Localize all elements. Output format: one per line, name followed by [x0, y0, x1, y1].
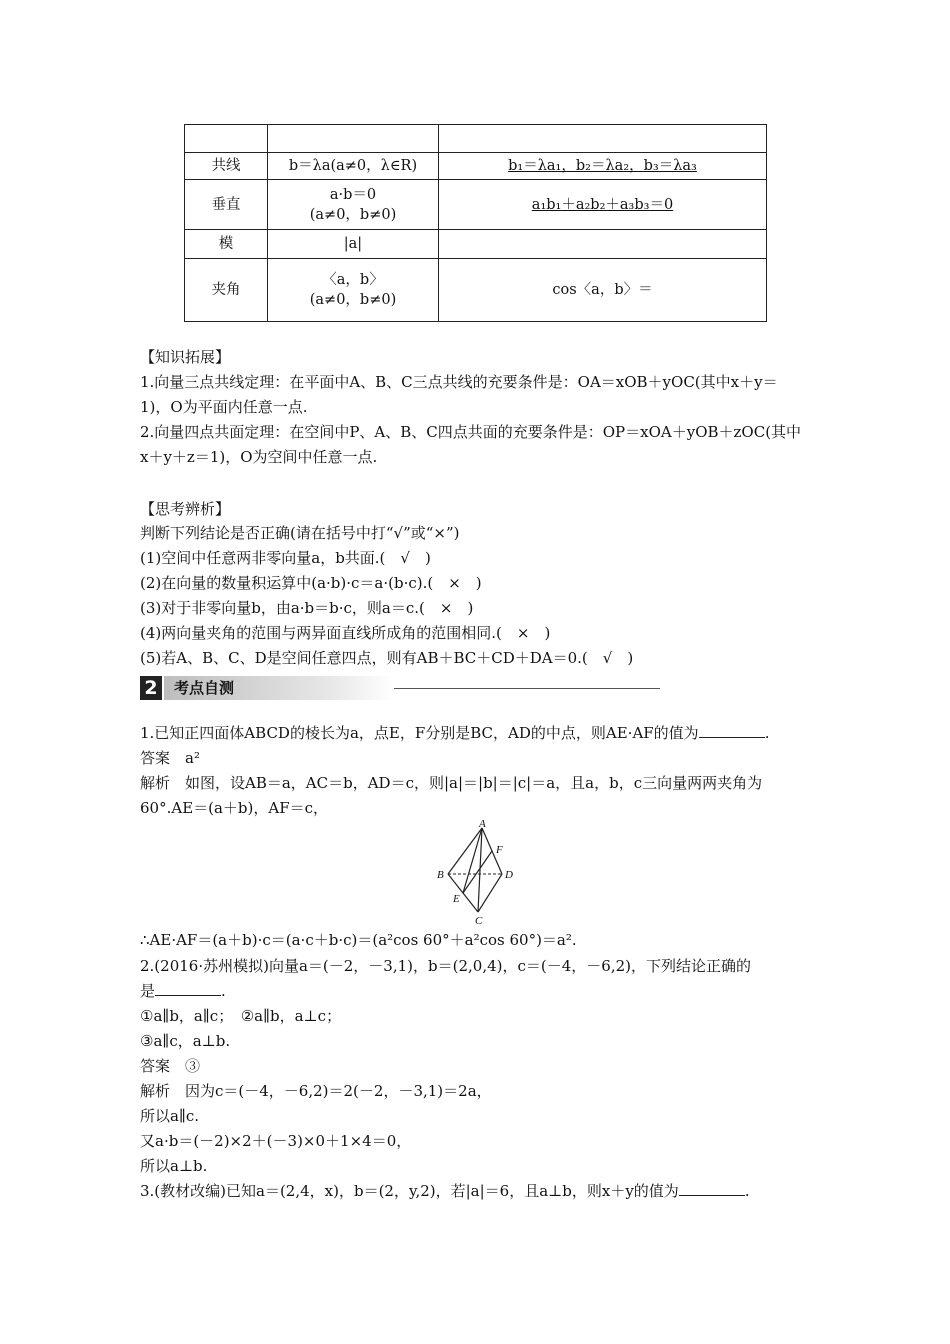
question-2-options: ③a∥c，a⊥b.	[140, 1032, 231, 1050]
question-2-solution: 解析 因为c＝(－4，－6,2)＝2(－2，－3,1)＝2a，	[140, 1082, 492, 1100]
thinking-intro: 判断下列结论是否正确(请在括号中打“√”或“×”)	[140, 524, 460, 542]
thinking-item: (5)若A、B、C、D是空间任意四点，则有AB＋BC＋CD＋DA＝0.( √ )	[140, 649, 634, 667]
edge-ab	[448, 828, 482, 874]
question-2-stem: 2.(2016·苏州模拟)向量a＝(－2，－3,1)，b＝(2,0,4)，c＝(－4，－6,2)，下列结论正确的	[140, 957, 751, 975]
question-2-solution: 所以a∥c.	[140, 1107, 200, 1125]
question-end: .	[221, 982, 226, 1000]
knowledge-line: 2.向量四点共面定理：在空间中P、A、B、C四点共面的充要条件是：OP＝xOA＋yOB＋zOC(其中	[140, 423, 802, 441]
thinking-item: (4)两向量夹角的范围与两异面直线所成角的范围相同.( × )	[140, 624, 551, 642]
question-2-options: ①a∥b，a∥c； ②a∥b，a⊥c；	[140, 1007, 342, 1025]
thinking-item: (2)在向量的数量积运算中(a·b)·c＝a·(b·c).( × )	[140, 574, 482, 592]
question-1-answer: 答案 a²	[140, 749, 200, 767]
table-cell	[268, 125, 439, 153]
label-e: E	[453, 893, 460, 905]
knowledge-line: 1)，O为平面内任意一点.	[140, 398, 308, 416]
table-cell-formula: b＝λa(a≠0，λ∈R)	[268, 153, 439, 180]
question-1-stem	[140, 722, 769, 744]
answer-blank	[699, 723, 765, 738]
formula-line: 〈a，b〉	[322, 272, 384, 288]
knowledge-line: 1.向量三点共线定理：在平面中A、B、C三点共线的充要条件是：OA＝xOB＋yOC(其中x＋y＝	[140, 373, 778, 391]
table-cell-coord	[439, 230, 767, 259]
label-f: F	[496, 844, 503, 856]
table-cell	[439, 125, 767, 153]
table-row	[185, 259, 767, 322]
label-c: C	[475, 915, 483, 926]
label-d: D	[505, 869, 513, 881]
formula-line: (a≠0，b≠0)	[309, 206, 397, 223]
section-rule	[394, 688, 660, 689]
table-cell-formula	[268, 180, 439, 230]
edge-dc	[478, 874, 502, 912]
table-cell-coord	[439, 180, 767, 230]
vector-relations-table	[184, 124, 767, 322]
table-cell-label: 模	[185, 230, 268, 259]
underlined-answer: a₁b₁＋a₂b₂＋a₃b₃＝0	[531, 196, 674, 213]
section-title: 考点自测	[174, 679, 235, 697]
question-text: 3.(教材改编)已知a＝(2,4，x)，b＝(2，y,2)，若|a|＝6，且a⊥b，则x＋y的值为	[140, 1182, 679, 1200]
answer-blank	[155, 981, 221, 996]
thinking-item: (1)空间中任意两非零向量a，b共面.( √ )	[140, 549, 431, 567]
table-cell-label: 共线	[185, 153, 268, 180]
tetrahedron-figure	[430, 820, 530, 926]
question-text: 是	[140, 982, 156, 1000]
table-cell-label: 垂直	[185, 180, 268, 230]
question-1-solution: 解析 如图，设AB＝a，AC＝b，AD＝c，则|a|＝|b|＝|c|＝a，且a，b，c三向量两两夹角为	[140, 774, 763, 792]
question-2-answer: 答案 ③	[140, 1057, 201, 1075]
question-end: .	[764, 724, 770, 742]
table-cell-formula: |a|	[268, 230, 439, 259]
thinking-item: (3)对于非零向量b，由a·b＝b·c，则a＝c.( × )	[140, 599, 474, 617]
underlined-answer: b₁＝λa₁，b₂＝λa₂，b₃＝λa₃	[508, 158, 697, 174]
table-row	[185, 230, 767, 259]
label-a: A	[479, 820, 486, 830]
question-end: .	[744, 1182, 750, 1200]
table-cell-coord: cos〈a，b〉＝	[439, 259, 767, 322]
question-text: 1.已知正四面体ABCD的棱长为a，点E，F分别是BC，AD的中点，则AE·AF的值为	[140, 724, 699, 742]
thinking-heading: 【思考辨析】	[140, 500, 231, 518]
table-cell-label: 夹角	[185, 259, 268, 322]
table-row	[185, 125, 767, 153]
label-b: B	[437, 869, 444, 881]
table-cell-coord	[439, 153, 767, 180]
section-banner	[140, 676, 520, 702]
table-row	[185, 180, 767, 230]
formula-line: (a≠0，b≠0)	[309, 292, 397, 308]
question-2-stem	[140, 980, 226, 1002]
answer-blank	[679, 1181, 745, 1196]
segment-ef	[463, 851, 492, 893]
knowledge-heading: 【知识拓展】	[140, 348, 231, 366]
knowledge-line: x＋y＋z＝1)，O为空间中任意一点.	[140, 448, 378, 466]
question-3-stem	[140, 1180, 750, 1202]
table-row	[185, 153, 767, 180]
question-2-solution: 所以a⊥b.	[140, 1157, 208, 1175]
table-cell-formula	[268, 259, 439, 322]
question-1-solution: 60°.AE＝(a＋b)，AF＝c，	[140, 799, 329, 817]
table-cell	[185, 125, 268, 153]
formula-line: a·b＝0	[329, 186, 377, 203]
section-number: 2	[140, 676, 162, 700]
question-1-solution: ∴AE·AF＝(a＋b)·c＝(a·c＋b·c)＝(a²cos 60°＋a²cos 60°)＝a².	[140, 931, 577, 949]
question-2-solution: 又a·b＝(－2)×2＋(－3)×0＋1×4＝0，	[140, 1132, 412, 1150]
